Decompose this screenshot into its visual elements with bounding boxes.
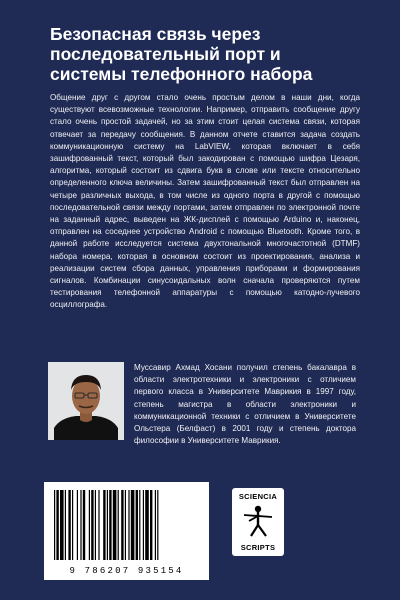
book-description: Общение друг с другом стало очень простым делом в наши дни, когда существуют всевозможные технологии. Например, отправить сообщение другу стало очень простой задачей, но за этим стоит целая система связи, которая отвечает за передачу сообщения. В данном отчете ставится задача создать коммуникационную систему на LabVIEW, которая включает в себя зашифрованный текст, который был закодирован с помощью шифра Цезаря, алгоритма, который состоит из сдвига букв в слове или тексте относительно определенного ключа величины. Затем зашифрованный текст был отправлен на четыре различных выхода, в том числе из одного порта в другой с помощью последовательной связи между портами, затем отправлен по электронной почте на заданный адрес, выведен на ЖК-дисплей с помощью Arduino и, наконец, отправлен на соседнее устройство Android с помощью Bluetooth. Кроме того, в данной работе исследуется система двухтональной многочастотной (DTMF) набора номера, которая в основном состоит из проектирования, анализа и реализации систем сбора данных, управления приборами и формирования сигналов. Комбинации синусоидальных волн сначала проверяются путем тестирования телефонной аппаратуры с помощью катодно-лучевого осциллографа.	[50, 93, 360, 310]
book-title-line-1: Безопасная связь через	[50, 24, 261, 44]
book-title-line-2: последовательный порт и	[50, 44, 281, 64]
book-title-line-3: системы телефонного набора	[50, 64, 313, 84]
publisher-logo-top: SCIENCIA	[238, 492, 278, 501]
barcode-bars	[44, 482, 209, 566]
book-title	[50, 24, 370, 84]
publisher-logo-bottom: SCRIPTS	[240, 543, 276, 552]
scientist-figure-icon	[240, 503, 276, 539]
author-photo	[48, 362, 124, 440]
publisher-logo	[232, 488, 284, 556]
isbn-digits: 9 786207 935154	[69, 566, 184, 576]
author-bio: Муссавир Ахмад Хосани получил степень бакалавра в области электротехники и электроники с отличием первого класса в Университете Маврикия в 1997 году, степень магистра в области электроники и коммуникационной техники с отличием в Университете Ольстера (Белфаст) в 2001 году и степень доктора философии в Университете Маврикия.	[134, 363, 356, 446]
isbn-barcode	[44, 482, 209, 580]
